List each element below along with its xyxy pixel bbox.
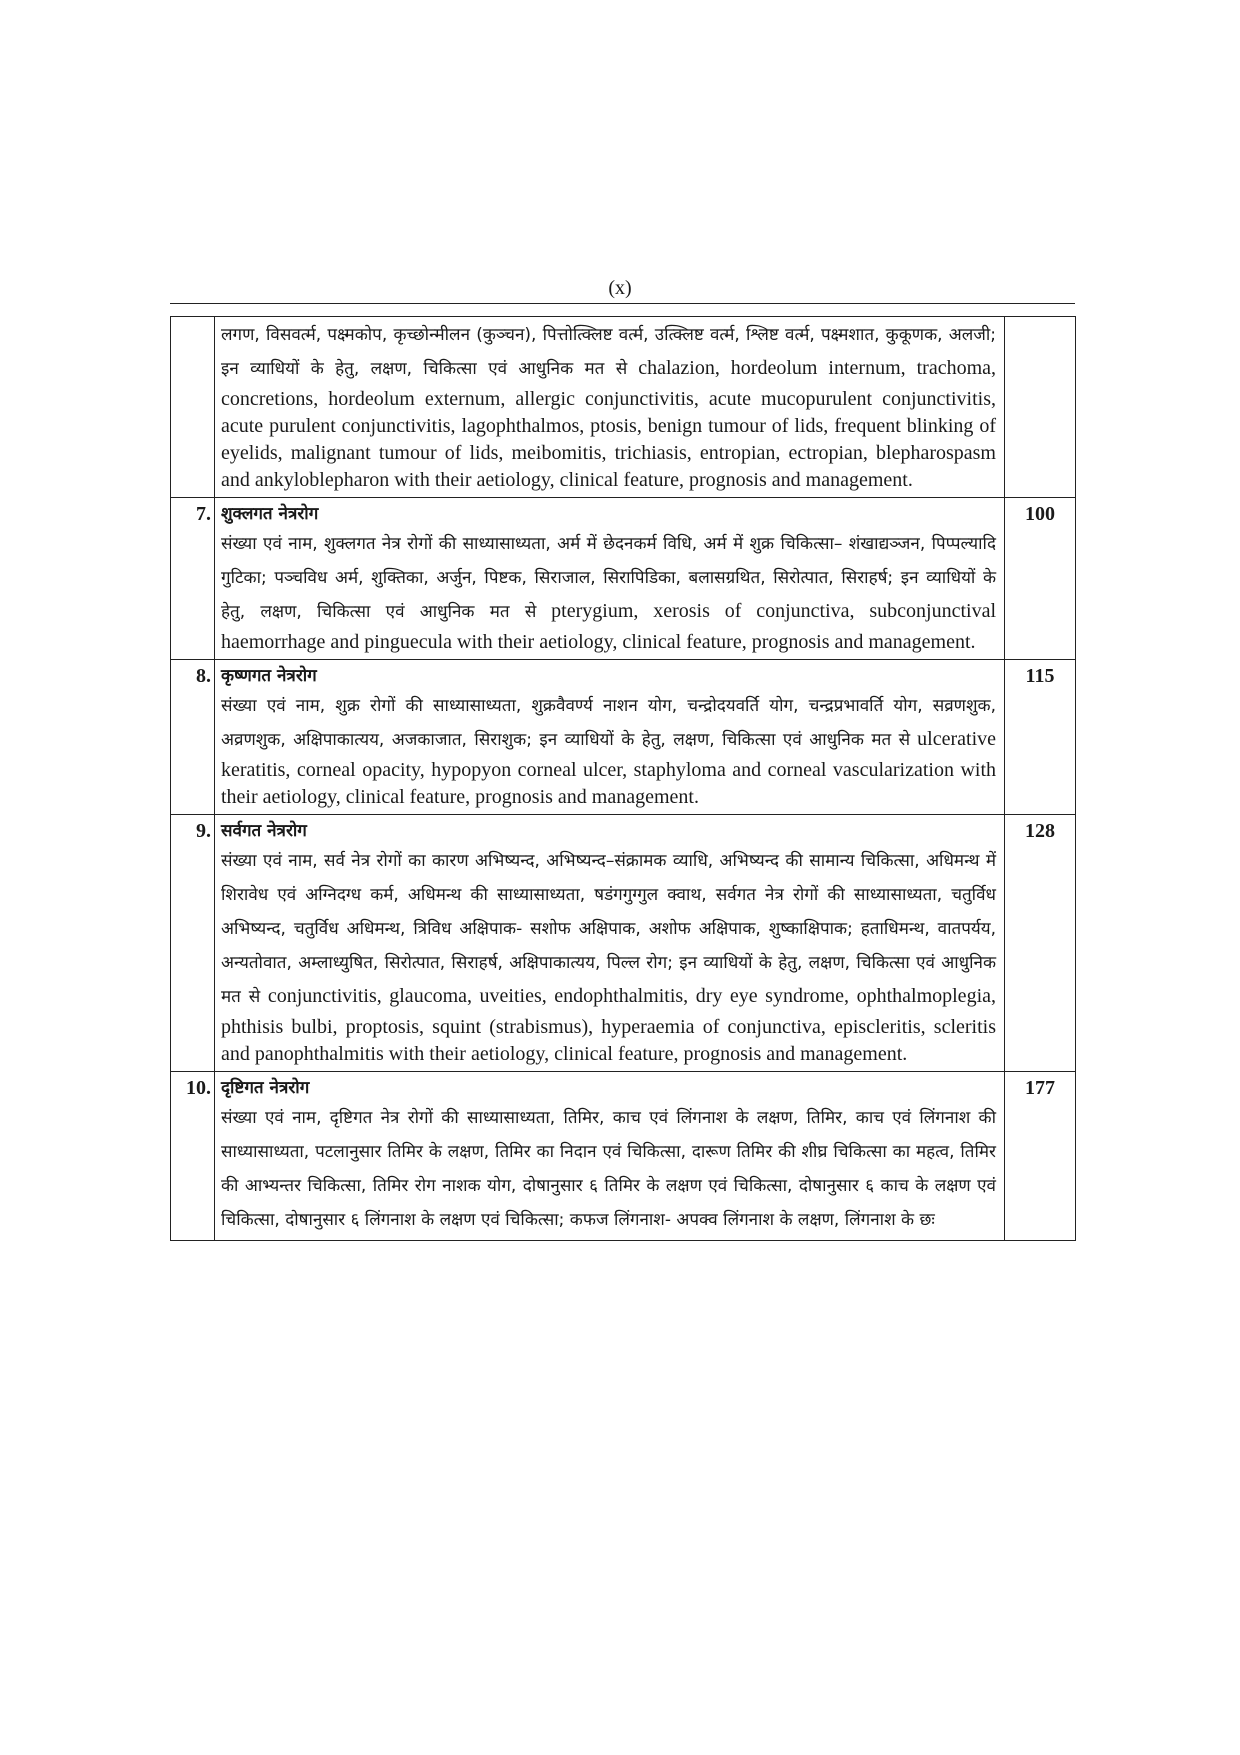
row-number: 9. <box>171 815 215 1072</box>
topic-body-english: pterygium, xerosis of conjunctiva, subconjunctival haemorrhage and pinguecula with their aetiology, clinical feature, prognosis and management. <box>221 600 996 653</box>
table-row-9 <box>171 815 1076 1072</box>
row-hours: 115 <box>1005 660 1076 815</box>
topic-body-hindi: संख्या एवं नाम, शुक्र रोगों की साध्यासाध्यता, शुक्रवैवर्ण्य नाशन योग, चन्द्रोदयवर्ति योग, चन्द्रप्रभावर्ति योग, सव्रणशुक, अव्रणशुक, अक्षिपाकात्यय, अजकाजात, सिराशुक; इन व्याधियों के हेतु, लक्षण, चिकित्सा एवं आधुनिक मत से <box>221 696 996 750</box>
table-row-10 <box>171 1072 1076 1241</box>
row-number <box>171 317 215 498</box>
row-number: 10. <box>171 1072 215 1241</box>
row-hours: 128 <box>1005 815 1076 1072</box>
topic-title: शुक्लगत नेत्ररोग <box>221 504 319 524</box>
topic-body <box>221 318 996 494</box>
topic-title: कृष्णगत नेत्ररोग <box>221 666 317 686</box>
syllabus-table <box>170 316 1076 1241</box>
topic-title: सर्वगत नेत्ररोग <box>221 821 307 841</box>
table-row-continuation <box>171 317 1076 498</box>
topic-body-english: conjunctivitis, glaucoma, uveities, endophthalmitis, dry eye syndrome, ophthalmoplegia, phthisis bulbi, proptosis, squint (strabismus), hyperaemia of conjunctiva, episcleritis, scleritis and panophthalmitis with their aetiology, clinical feature, prognosis and management. <box>221 985 996 1065</box>
topic-body-hindi: संख्या एवं नाम, दृष्टिगत नेत्र रोगों की साध्यासाध्यता, तिमिर, काच एवं लिंगनाश के लक्षण, तिमिर, काच एवं लिंगनाश की साध्यासाध्यता, पटलानुसार तिमिर के लक्षण, तिमिर का निदान एवं चिकित्सा, दारूण तिमिर की शीघ्र चिकित्सा का महत्व, तिमिर की आभ्यन्तर चिकित्सा, तिमिर रोग नाशक योग, दोषानुसार ६ तिमिर के लक्षण एवं चिकित्सा, दोषानुसार ६ काच के लक्षण एवं चिकित्सा, दोषानुसार ६ लिंगनाश के लक्षण एवं चिकित्सा; कफज लिंगनाश- अपक्व लिंगनाश के लक्षण, लिंगनाश के छः <box>221 1108 996 1230</box>
topic-body <box>221 1101 996 1237</box>
row-content <box>215 317 1005 498</box>
topic-body <box>221 527 996 656</box>
topic-body <box>221 689 996 811</box>
topic-body-english: chalazion, hordeolum internum, trachoma, concretions, hordeolum externum, allergic conjunctivitis, acute mucopurulent conjunctivitis, acute purulent conjunctivitis, lagophthalmos, ptosis, benign tumour of lids, frequent blinking of eyelids, malignant tumour of lids, meibomitis, trichiasis, entropian, ectropian, blepharospasm and ankyloblepharon with their aetiology, clinical feature, prognosis and management. <box>221 357 997 491</box>
row-content <box>215 498 1005 660</box>
header-rule <box>170 303 1075 304</box>
row-number: 8. <box>171 660 215 815</box>
row-hours <box>1005 317 1076 498</box>
topic-body-hindi: लगण, विसवर्त्म, पक्ष्मकोप, कृच्छोन्मीलन (कुञ्चन), पित्तोत्क्लिष्ट वर्त्म, उत्क्लिष्ट वर्त्म, श्लिष्ट वर्त्म, पक्ष्मशात, कुकूणक, अलजी; इन व्याधियों के हेतु, लक्षण, चिकित्सा एवं आधुनिक मत से <box>221 325 996 379</box>
topic-title: दृष्टिगत नेत्ररोग <box>221 1078 310 1098</box>
row-content <box>215 1072 1005 1241</box>
topic-body-hindi: संख्या एवं नाम, शुक्लगत नेत्र रोगों की साध्यासाध्यता, अर्म में छेदनकर्म विधि, अर्म में शुक्र चिकित्सा– शंखाद्यञ्जन, पिप्पल्यादि गुटिका; पञ्चविध अर्म, शुक्तिका, अर्जुन, पिष्टक, सिराजाल, सिरापिडिका, बलासग्रथित, सिरोत्पात, सिराहर्ष; इन व्याधियों के हेतु, लक्षण, चिकित्सा एवं आधुनिक मत से <box>221 534 996 622</box>
row-number: 7. <box>171 498 215 660</box>
row-content <box>215 660 1005 815</box>
row-hours: 177 <box>1005 1072 1076 1241</box>
table-row-8 <box>171 660 1076 815</box>
topic-body-hindi: संख्या एवं नाम, सर्व नेत्र रोगों का कारण अभिष्यन्द, अभिष्यन्द–संक्रामक व्याधि, अभिष्यन्द की सामान्य चिकित्सा, अधिमन्थ में शिरावेध एवं अग्निदग्ध कर्म, अधिमन्थ की साध्यासाध्यता, षडंगगुग्गुल क्वाथ, सर्वगत नेत्र रोगों की साध्यासाध्यता, चतुर्विध अभिष्यन्द, चतुर्विध अधिमन्थ, त्रिविध अक्षिपाक- सशोफ अक्षिपाक, अशोफ अक्षिपाक, शुष्काक्षिपाक; हताधिमन्थ, वातपर्यय, अन्यतोवात, अम्लाध्युषित, सिरोत्पात, सिराहर्ष, अक्षिपाकात्यय, पिल्ल रोग; इन व्याधियों के हेतु, लक्षण, चिकित्सा एवं आधुनिक मत से <box>221 851 996 1007</box>
page-number: (x) <box>608 277 632 299</box>
row-hours: 100 <box>1005 498 1076 660</box>
row-content <box>215 815 1005 1072</box>
topic-body-english: ulcerative keratitis, corneal opacity, hypopyon corneal ulcer, staphyloma and corneal vascularization with their aetiology, clinical feature, prognosis and management. <box>221 728 997 808</box>
table-row-7 <box>171 498 1076 660</box>
topic-body <box>221 844 996 1068</box>
